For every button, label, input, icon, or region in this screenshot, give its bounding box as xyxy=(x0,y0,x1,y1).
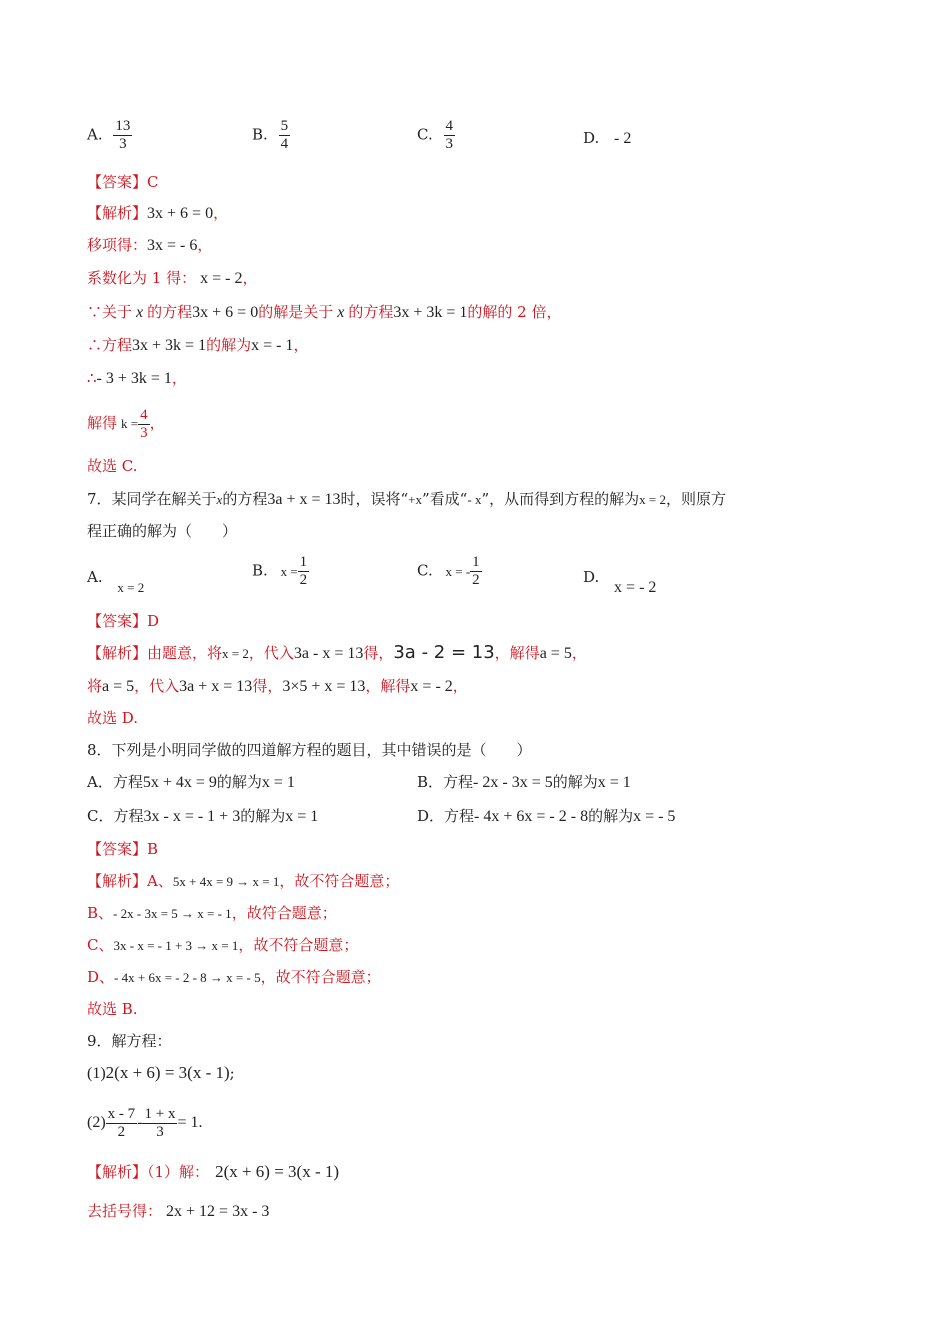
q7-final: 故选 D. xyxy=(87,709,139,727)
q8-analysis-d: D、- 4x + 6x = - 2 - 8 → x = - 5，故不符合题意； xyxy=(87,968,381,986)
q7-option-a: A. x = 2 xyxy=(87,568,145,595)
q6-analysis-line-4: ∵关于 x 的方程3x + 6 = 0的解是关于 x 的方程3x + 3k = 1的解的 2 倍， xyxy=(87,303,562,321)
fraction: $\frac{4}{3}$ xyxy=(445,118,453,152)
q6-analysis-line-3: 系数化为 1 得： x = - 2， xyxy=(87,269,258,287)
fraction: $\frac{4}{3}$ xyxy=(140,406,148,441)
q7-option-c: C. x = - $\frac{1}{2}$ xyxy=(417,554,480,588)
option-letter: B. xyxy=(252,125,268,144)
q8-option-a: A．方程5x + 4x = 9的解为x = 1 xyxy=(87,773,295,791)
q7-analysis-line-1: 【解析】由题意，将x = 2，代入3a - x = 13得，3a - 2 = 13，解得a = 5， xyxy=(87,642,587,663)
q6-answer: 【答案】C xyxy=(87,173,159,191)
fraction: $\frac{13}{3}$ xyxy=(115,118,131,152)
q8-stem: 8．下列是小明同学做的四道解方程的题目，其中错误的是（ ） xyxy=(87,741,532,759)
q6-analysis-line-2: 移项得：3x = - 6， xyxy=(87,236,213,254)
fraction: $\frac{5}{4}$ xyxy=(280,118,289,152)
q9-part-1: (1)2(x + 6) = 3(x - 1); xyxy=(87,1063,235,1082)
q9-analysis-line-2: 去括号得： 2x + 12 = 3x - 3 xyxy=(87,1202,270,1220)
fraction: $\frac{1}{2}$ xyxy=(472,554,480,588)
q6-final: 故选 C. xyxy=(87,457,138,475)
fraction: $\frac{1 + x}{3}$ xyxy=(144,1105,176,1140)
q8-analysis-b: B、- 2x - 3x = 5 → x = - 1，故符合题意； xyxy=(87,904,337,922)
q8-final: 故选 B. xyxy=(87,1000,138,1018)
q6-analysis-line-7: 解得 k = $\frac{4}{3}$ ， xyxy=(87,406,165,441)
q8-option-b: B．方程- 2x - 3x = 5的解为x = 1 xyxy=(417,773,631,791)
q6-option-b xyxy=(252,118,290,153)
q7-option-b: B. x = $\frac{1}{2}$ xyxy=(252,554,308,588)
option-letter: C. xyxy=(417,125,433,144)
q8-answer: 【答案】B xyxy=(87,840,159,858)
q9-analysis-line-1: 【解析】（1）解： 2(x + 6) = 3(x - 1) xyxy=(87,1162,340,1181)
fraction: $\frac{1}{2}$ xyxy=(299,554,308,588)
q6-analysis-line-5: ∴方程3x + 3k = 1的解为x = - 1， xyxy=(87,336,309,354)
q9-part-2: (2) $\frac{x - 7}{2}$ - $\frac{1 + x}{3}$ = 1. xyxy=(87,1105,203,1140)
q6-analysis-line-1: 【解析】3x + 6 = 0， xyxy=(87,204,229,222)
q6-option-d: D. - 2 xyxy=(583,129,632,147)
q6-analysis-line-6: ∴- 3 + 3k = 1， xyxy=(87,369,187,387)
option-letter: A. xyxy=(87,125,103,144)
option-letter: D. xyxy=(583,129,600,147)
q8-option-d: D．方程- 4x + 6x = - 2 - 8的解为x = - 5 xyxy=(417,807,676,825)
q7-option-d: D. x = - 2 xyxy=(583,568,657,596)
q7-stem-line-1: 7．某同学在解关于x的方程3a + x = 13时，误将“+x”看成“- x”，从而得到方程的解为x = 2，则原方 xyxy=(87,490,726,508)
q7-answer: 【答案】D xyxy=(87,612,160,630)
q8-analysis-c: C、3x - x = - 1 + 3 → x = 1，故不符合题意； xyxy=(87,936,359,954)
q6-option-a xyxy=(87,118,132,153)
q8-analysis-a: 【解析】A、5x + 4x = 9 → x = 1，故不符合题意； xyxy=(87,872,400,890)
q9-stem: 9．解方程： xyxy=(87,1032,172,1050)
q8-option-c: C．方程3x - x = - 1 + 3的解为x = 1 xyxy=(87,807,319,825)
q7-stem-line-2: 程正确的解为（ ） xyxy=(87,522,238,540)
fraction: $\frac{x - 7}{2}$ xyxy=(107,1105,136,1140)
q6-option-c xyxy=(417,118,455,153)
q7-analysis-line-2: 将a = 5，代入3a + x = 13得，3×5 + x = 13，解得x = - 2， xyxy=(87,677,468,695)
